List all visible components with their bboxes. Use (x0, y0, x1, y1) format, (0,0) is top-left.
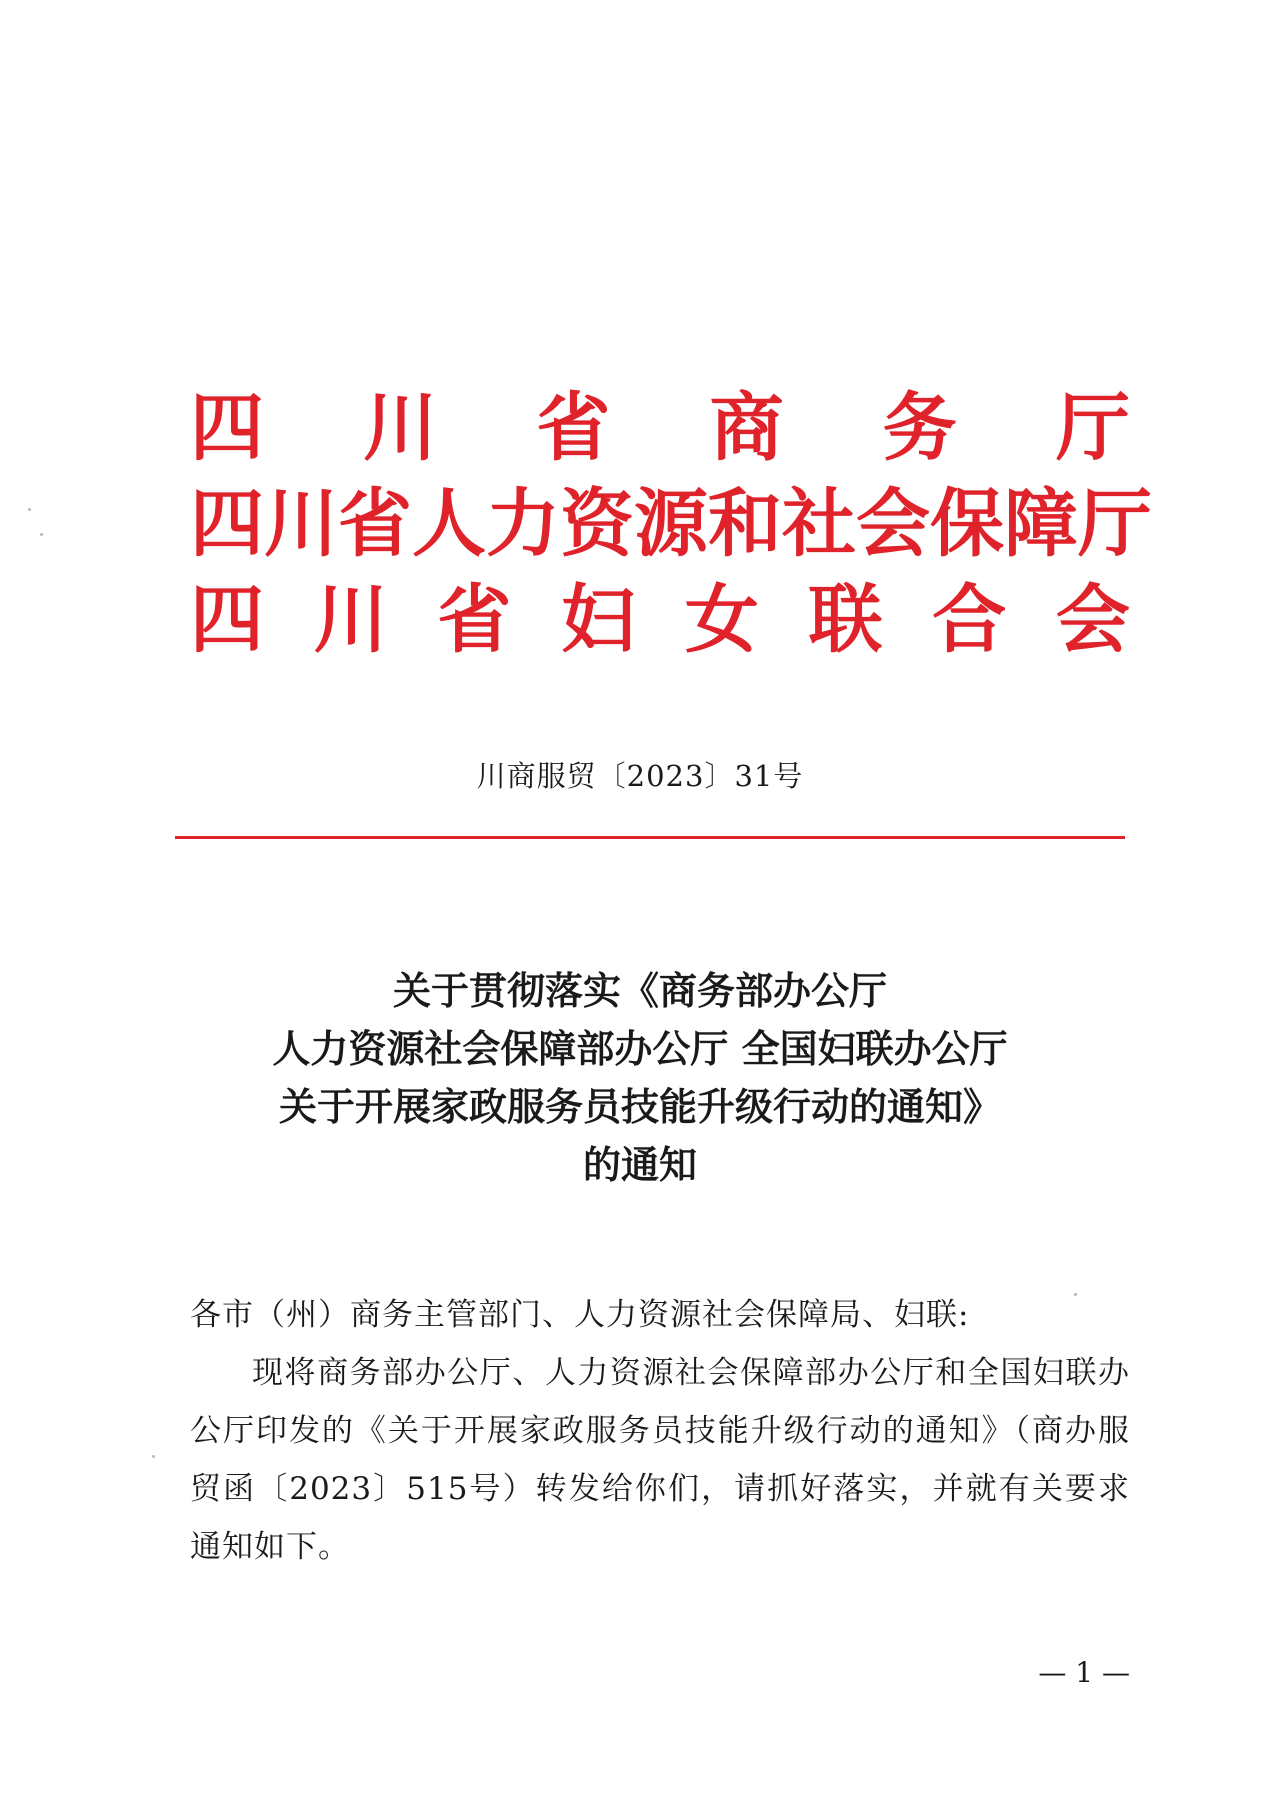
agency-char: 务 (882, 385, 957, 471)
page-number: — 1 — (1038, 1656, 1130, 1689)
agency-char: 省 (338, 481, 412, 567)
document-number: 川商服贸〔2023〕31号 (476, 759, 804, 793)
agency-char: 川 (313, 577, 388, 663)
agency-line-human-resources (190, 476, 1152, 572)
document-body (190, 1286, 1130, 1576)
issuing-agencies-header (190, 380, 1152, 668)
agency-char: 厅 (1078, 481, 1152, 567)
agency-char: 省 (536, 385, 611, 471)
agency-char: 合 (932, 577, 1007, 663)
agency-char: 妇 (561, 577, 636, 663)
agency-char: 四 (190, 481, 264, 567)
agency-char: 女 (684, 577, 759, 663)
scan-speck (28, 508, 31, 511)
title-line-2: 人力资源社会保障部办公厅 全国妇联办公厅 (272, 1026, 1008, 1071)
agency-char: 会 (1055, 577, 1130, 663)
agency-char: 资 (560, 481, 634, 567)
title-line-1: 关于贯彻落实《商务部办公厅 (392, 968, 887, 1013)
agency-char: 和 (708, 481, 782, 567)
agency-char: 会 (856, 481, 930, 567)
scan-speck (152, 1455, 155, 1458)
document-title (0, 962, 1280, 1194)
body-paragraph: 现将商务部办公厅、人力资源社会保障部办公厅和全国妇联办公厅印发的《关于开展家政服务员技能升级行动的通知》（商办服贸函〔2023〕515号）转发给你们，请抓好落实，并就有关要求通知如下。 (190, 1355, 1130, 1565)
agency-char: 川 (363, 385, 438, 471)
agency-line-commerce (190, 380, 1130, 476)
salutation: 各市（州）商务主管部门、人力资源社会保障局、妇联: (190, 1297, 970, 1333)
agency-char: 川 (264, 481, 338, 567)
agency-char: 源 (634, 481, 708, 567)
scan-speck (1074, 1293, 1077, 1296)
title-line-3: 关于开展家政服务员技能升级行动的通知》 (278, 1084, 1001, 1129)
agency-char: 厅 (1055, 385, 1130, 471)
agency-char: 商 (709, 385, 784, 471)
agency-char: 保 (930, 481, 1004, 567)
agency-char: 障 (1004, 481, 1078, 567)
scan-speck (40, 533, 43, 536)
red-separator-line (175, 836, 1125, 839)
agency-line-womens-federation (190, 572, 1130, 668)
agency-char: 人 (412, 481, 486, 567)
agency-char: 省 (437, 577, 512, 663)
agency-char: 四 (190, 385, 264, 471)
agency-char: 力 (486, 481, 560, 567)
agency-char: 四 (190, 577, 264, 663)
title-line-4: 的通知 (582, 1142, 697, 1187)
agency-char: 社 (782, 481, 856, 567)
agency-char: 联 (808, 577, 883, 663)
